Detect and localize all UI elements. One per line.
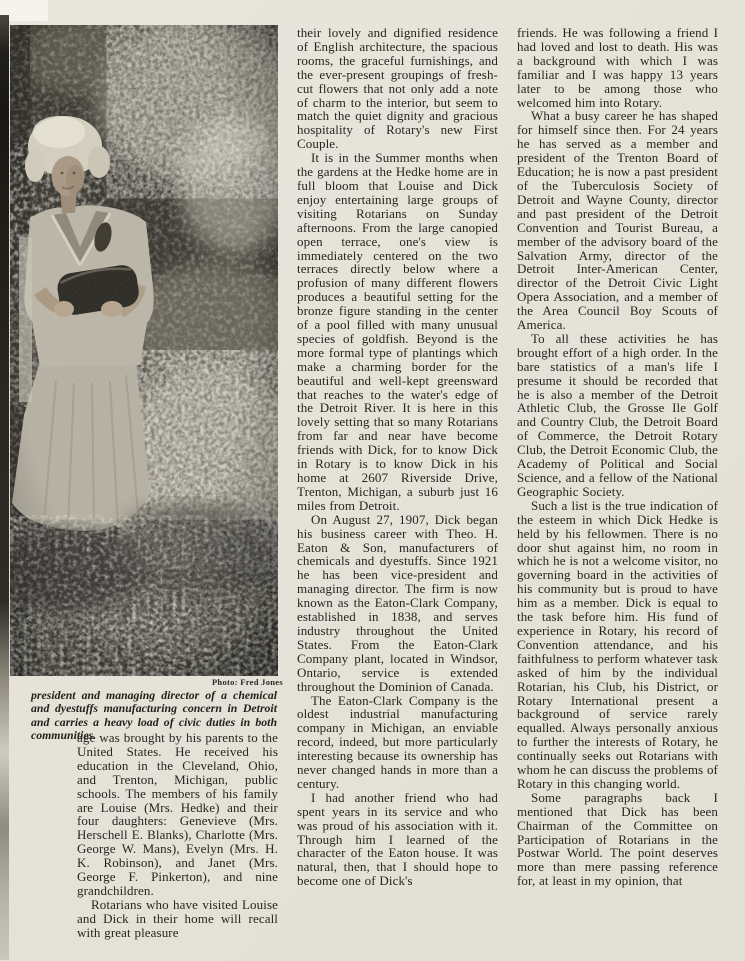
photo-credit: Photo: Fred Jones [211,677,283,687]
paragraph: What a busy career he has shaped for himself since then. For 24 years he has served as a member and president of the Trenton Board of Education; he is now a past president of the Tuberculosis Society of Detroit and Wayne County, director and past president of the Detroit Convention and Tourist Bureau, a member of the advisory board of the Salvation Army, director of the Detroit Inter-American Center, director of the Detroit Civic Light Opera Association, and a member of the Area Council Boy Scouts of America. [517,108,718,333]
text-column-right [517,26,718,938]
text-column-left [77,731,278,961]
paragraph: friends. He was following a friend I had loved and lost to death. His was a background with which I was familiar and I was happy 13 years later to be among those who welcomed him into Rotary. [517,26,718,110]
paragraph: age was brought by his parents to the United States. He received his education in the Cleveland, Ohio, and Trenton, Michigan, public schools. The members of his family are Louise (Mrs. Hedke) and their four daughters: Genevieve (Mrs. Herschell E. Blanks), Charlotte (Mrs. George W. Mans), Evelyn (Mrs. H. K. Robinson), and Janet (Mrs. George F. Pinkerton), and nine grandchildren. [77,731,278,898]
paragraph: Rotarians who have visited Louise and Dick in their home will recall with great pleasure [77,896,278,940]
text-column-middle [297,26,498,938]
garden-photo-illustration [10,25,278,676]
foreground-bushes [10,25,278,676]
paragraph: The Eaton-Clark Company is the oldest industrial manufacturing company in Michigan, an enviable record, indeed, but more particularly interesting because its ownership has never changed hands in more than a century. [297,692,498,791]
photo-caption: president and managing director of a chemical and dyestuffs manufacturing concern in Detroit and carries a heavy load of civic duties in both communities. [31,688,277,743]
paragraph: Some paragraphs back I mentioned that Dick has been Chairman of the Committee on Participation of Rotarians in the Postwar World. The point deserves more than mere passing reference for, at least in my opinion, that [517,789,718,889]
binding-shadow [0,15,9,960]
paragraph: their lovely and dignified residence of English architecture, the spacious rooms, the graceful furnishings, and the ever-present groupings of fresh-cut flowers that not only add a note of charm to the interior, but seem to match the quiet dignity and gracious hospitality of Rotary's new First Couple. [297,26,498,152]
paragraph: On August 27, 1907, Dick began his business career with Theo. H. Eaton & Son, manufacturers of chemicals and dyestuffs. Since 1921 he has been vice-president and managing director. The firm is now known as the Eaton-Clark Company, established in 1838, and serves industry throughout the United States. From the Eaton-Clark Company plant, located in Windsor, Ontario, service is extended throughout the Dominion of Canada. [297,511,498,694]
paragraph: Such a list is the true indication of the esteem in which Dick Hedke is held by his fellowmen. There is no door shut against him, no room in which he is not a welcome visitor, no governing board in the activities of his community but is proud to have him as a member. Dick is equal to the task before him. His fund of experience in Rotary, his record of Convention attendance, and his faithfulness to perform whatever task asked of him by the individual Rotarian, his Club, his District, or Rotary International present a background of service rarely equalled. Always personally anxious to further the interests of Rotary, he continually seeks out Rotarians with whom he can discuss the problems of Rotary in this changing world. [517,497,718,791]
paragraph: It is in the Summer months when the gardens at the Hedke home are in full bloom that Louise and Dick enjoy entertaining large groups of visiting Rotarians on Sunday afternoons. From the large canopied open terrace, one's view is immediately centered on the two terraces directly below where a profusion of many different flowers produces a beautiful setting for the bronze figure standing in the center of a pool filled with many unusual species of goldfish. Beyond is the more formal type of plantings which make a charming border for the beautiful and well-kept greensward that reaches to the water's edge of the Detroit River. It is here in this lovely setting that so many Rotarians from far and near have become friends with Dick, for to know Dick in Rotary is to know Dick in his home at 2607 Riverside Drive, Trenton, Michigan, a suburb just 16 miles from Detroit. [297,150,498,513]
garden-portrait-photo [10,25,278,676]
paragraph: I had another friend who had spent years in its service and who was proud of his association with it. Through him I learned of the character of the Eaton house. It was natural, then, that I should hope to become one of Dick's [297,789,498,889]
paragraph: To all these activities he has brought effort of a high order. In the bare statistics of a man's life I presume it should be recorded that he is also a member of the Detroit Athletic Club, the Grosse Ile Golf and Country Club, the Detroit Board of Commerce, the Detroit Rotary Club, the Detroit Economic Club, the Academy of Political and Social Science, and a fellow of the National Geographic Society. [517,330,718,499]
